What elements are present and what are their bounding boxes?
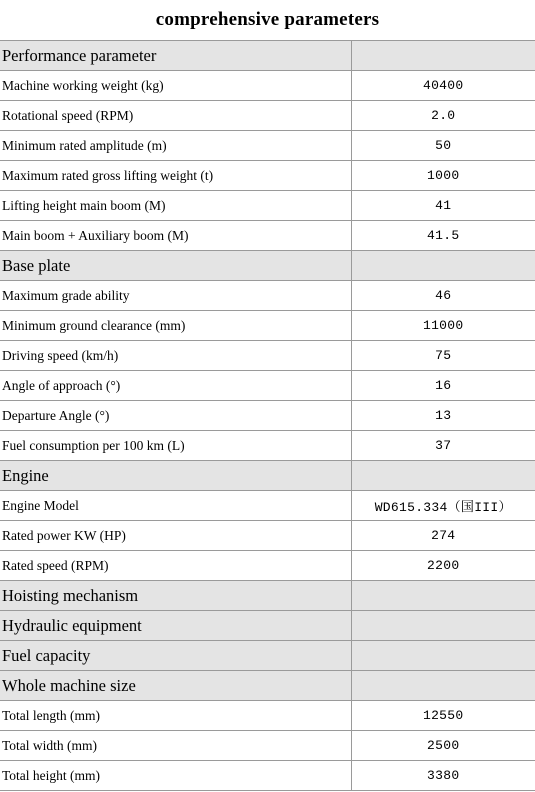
table-row bbox=[0, 491, 535, 521]
row-label: Engine Model bbox=[0, 491, 351, 521]
table-row bbox=[0, 281, 535, 311]
row-value: 11000 bbox=[351, 311, 535, 341]
row-label: Base plate bbox=[0, 251, 351, 281]
table-row bbox=[0, 401, 535, 431]
row-value: 2.0 bbox=[351, 101, 535, 131]
row-value bbox=[351, 671, 535, 701]
row-value: 46 bbox=[351, 281, 535, 311]
row-value bbox=[351, 641, 535, 671]
table-row bbox=[0, 521, 535, 551]
row-label: Lifting height main boom (M) bbox=[0, 191, 351, 221]
row-value bbox=[351, 461, 535, 491]
table-row bbox=[0, 191, 535, 221]
table-row bbox=[0, 611, 535, 641]
row-label: Whole machine size bbox=[0, 671, 351, 701]
table-row bbox=[0, 311, 535, 341]
table-row bbox=[0, 461, 535, 491]
table-row bbox=[0, 161, 535, 191]
table-row bbox=[0, 371, 535, 401]
table-row bbox=[0, 131, 535, 161]
row-value bbox=[351, 581, 535, 611]
row-label: Rated power KW (HP) bbox=[0, 521, 351, 551]
table-row bbox=[0, 641, 535, 671]
row-value: 40400 bbox=[351, 71, 535, 101]
row-value: 50 bbox=[351, 131, 535, 161]
row-label: Angle of approach (°) bbox=[0, 371, 351, 401]
row-label: Total height (mm) bbox=[0, 761, 351, 791]
row-value: WD615.334（国III） bbox=[351, 491, 535, 521]
row-label: Machine working weight (kg) bbox=[0, 71, 351, 101]
row-label: Minimum ground clearance (mm) bbox=[0, 311, 351, 341]
table-row bbox=[0, 101, 535, 131]
table-row bbox=[0, 671, 535, 701]
row-label: Minimum rated amplitude (m) bbox=[0, 131, 351, 161]
row-label: Main boom + Auxiliary boom (M) bbox=[0, 221, 351, 251]
row-label: Fuel capacity bbox=[0, 641, 351, 671]
table-row bbox=[0, 431, 535, 461]
table-row bbox=[0, 701, 535, 731]
row-label: Engine bbox=[0, 461, 351, 491]
row-value: 3380 bbox=[351, 761, 535, 791]
parameters-table bbox=[0, 40, 535, 791]
table-row bbox=[0, 731, 535, 761]
row-value: 2200 bbox=[351, 551, 535, 581]
row-value bbox=[351, 251, 535, 281]
row-value: 12550 bbox=[351, 701, 535, 731]
row-value: 37 bbox=[351, 431, 535, 461]
row-label: Performance parameter bbox=[0, 41, 351, 71]
row-value: 274 bbox=[351, 521, 535, 551]
parameters-table-body bbox=[0, 41, 535, 791]
row-label: Maximum rated gross lifting weight (t) bbox=[0, 161, 351, 191]
row-label: Hoisting mechanism bbox=[0, 581, 351, 611]
row-value bbox=[351, 41, 535, 71]
row-label: Maximum grade ability bbox=[0, 281, 351, 311]
table-row bbox=[0, 221, 535, 251]
table-row bbox=[0, 581, 535, 611]
row-value: 75 bbox=[351, 341, 535, 371]
row-label: Fuel consumption per 100 km (L) bbox=[0, 431, 351, 461]
row-label: Departure Angle (°) bbox=[0, 401, 351, 431]
table-row bbox=[0, 251, 535, 281]
table-row bbox=[0, 761, 535, 791]
row-value: 13 bbox=[351, 401, 535, 431]
document-title: comprehensive parameters bbox=[155, 9, 380, 30]
row-label: Total width (mm) bbox=[0, 731, 351, 761]
table-row bbox=[0, 41, 535, 71]
row-value: 41.5 bbox=[351, 221, 535, 251]
row-label: Total length (mm) bbox=[0, 701, 351, 731]
table-row bbox=[0, 71, 535, 101]
table-row bbox=[0, 341, 535, 371]
row-value: 16 bbox=[351, 371, 535, 401]
table-row bbox=[0, 551, 535, 581]
row-label: Driving speed (km/h) bbox=[0, 341, 351, 371]
row-label: Rated speed (RPM) bbox=[0, 551, 351, 581]
row-value: 2500 bbox=[351, 731, 535, 761]
row-value: 41 bbox=[351, 191, 535, 221]
row-value: 1000 bbox=[351, 161, 535, 191]
row-label: Hydraulic equipment bbox=[0, 611, 351, 641]
row-label: Rotational speed (RPM) bbox=[0, 101, 351, 131]
row-value bbox=[351, 611, 535, 641]
